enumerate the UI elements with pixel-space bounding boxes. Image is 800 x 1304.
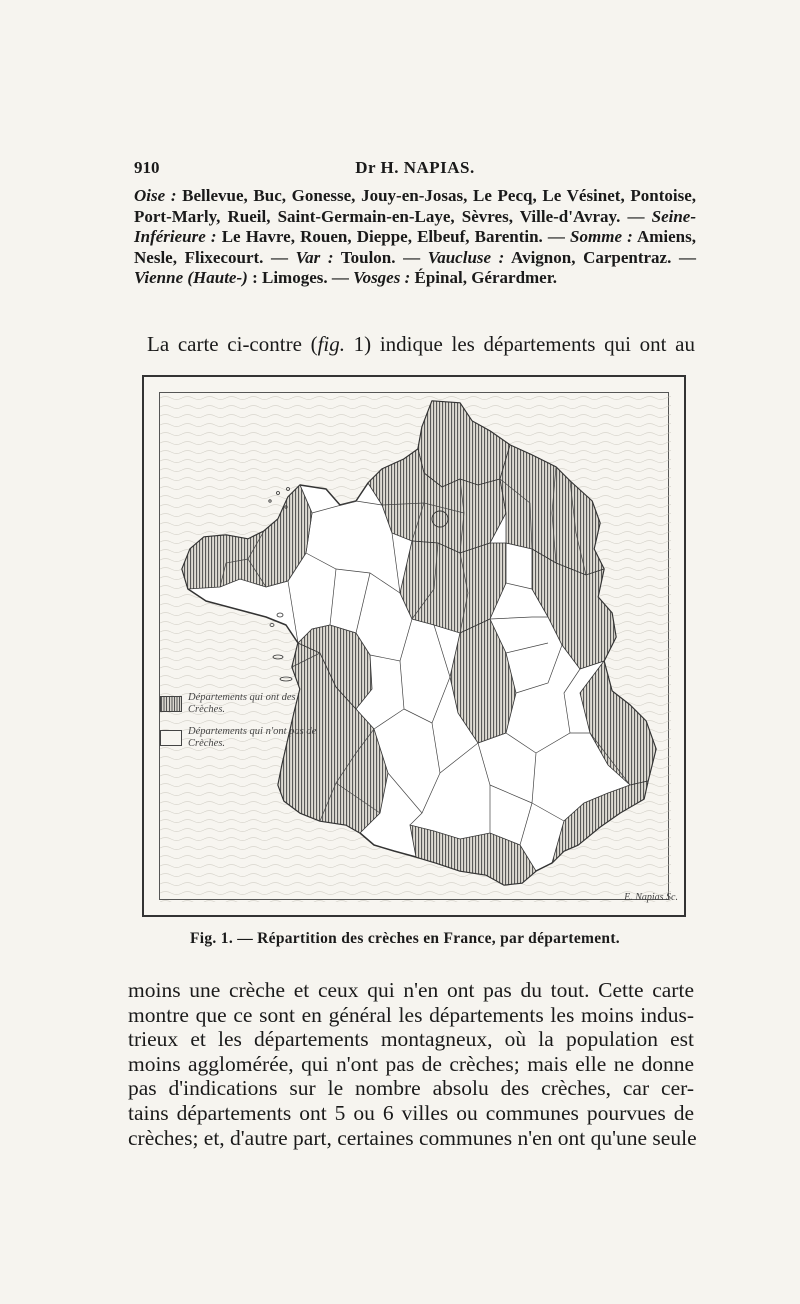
text-line: pas d'indications sur le nombre absolu des crèches, car cer-	[128, 1076, 694, 1101]
figure-reference: fig.	[317, 332, 345, 356]
town-list: Bellevue, Buc, Gonesse, Jouy-en-Josas, Le Pecq, Le Vésinet, Pontoise, Port-Marly, Rueil, Saint-Germain-en-Laye, Sèvres, Ville-d'Avray. —	[134, 186, 696, 226]
dept-name: Oise :	[134, 186, 177, 205]
text-line: moins une crèche et ceux qui n'en ont pas du tout. Cette carte	[128, 978, 694, 1002]
dept-name: Vaucluse :	[427, 247, 505, 267]
creche-town-list	[134, 186, 696, 289]
running-head	[134, 158, 696, 186]
hatched-swatch-icon	[160, 696, 182, 712]
text-line: moins agglomérée, qui n'ont pas de crèches; mais elle ne donne	[128, 1051, 694, 1076]
caption-label: Fig. 1.	[190, 930, 233, 947]
map-figure	[142, 375, 686, 917]
intro-text: La carte ci-contre (	[147, 332, 318, 356]
town-list: Épinal, Gérardmer.	[410, 268, 557, 287]
legend-item-without-creches	[160, 726, 330, 756]
engraver-signature: E. Napias Sc.	[624, 892, 678, 903]
dept-name: Vienne (Haute-)	[134, 268, 248, 287]
text-line: trieux et les départements montagneux, où la population est	[128, 1027, 694, 1052]
town-list: Le Havre, Rouen, Dieppe, Elbeuf, Barentin. —	[216, 227, 571, 246]
map-legend	[160, 692, 330, 762]
dept-name: Var :	[295, 247, 334, 267]
dept-name: Vosges :	[353, 268, 411, 287]
legend-item-with-creches	[160, 692, 330, 722]
page-number: 910	[134, 158, 160, 177]
town-list: : Limoges. —	[247, 268, 354, 287]
figure-caption	[190, 930, 660, 948]
text-line: crèches; et, d'autre part, certaines communes n'en ont qu'une seule	[128, 1125, 697, 1150]
legend-label: Départements qui n'ont pas de Crèches.	[188, 726, 317, 749]
text-line: montre que ce sont en général les départements les moins indus-	[128, 1002, 694, 1027]
author-header: Dr H. NAPIAS.	[355, 158, 475, 177]
intro-paragraph	[147, 330, 695, 358]
dept-name: Seine-Inférieure :	[134, 206, 696, 246]
town-list: Amiens, Nesle, Flixecourt. —	[134, 227, 696, 267]
blank-swatch-icon	[160, 730, 182, 746]
legend-label: Départements qui ont des Crèches.	[188, 692, 296, 715]
caption-text: — Répartition des crèches en France, par département.	[237, 930, 620, 947]
text-line: tains départements ont 5 ou 6 villes ou communes pourvues de	[128, 1100, 694, 1125]
town-list: Toulon. —	[333, 247, 428, 267]
town-list: Avignon, Carpentraz. —	[504, 247, 696, 267]
dept-name: Somme :	[570, 227, 633, 246]
intro-text: 1) indique les départements qui ont au	[345, 332, 695, 356]
france-map	[160, 393, 671, 902]
map-inner-border	[159, 392, 669, 900]
body-paragraph	[128, 978, 697, 1150]
